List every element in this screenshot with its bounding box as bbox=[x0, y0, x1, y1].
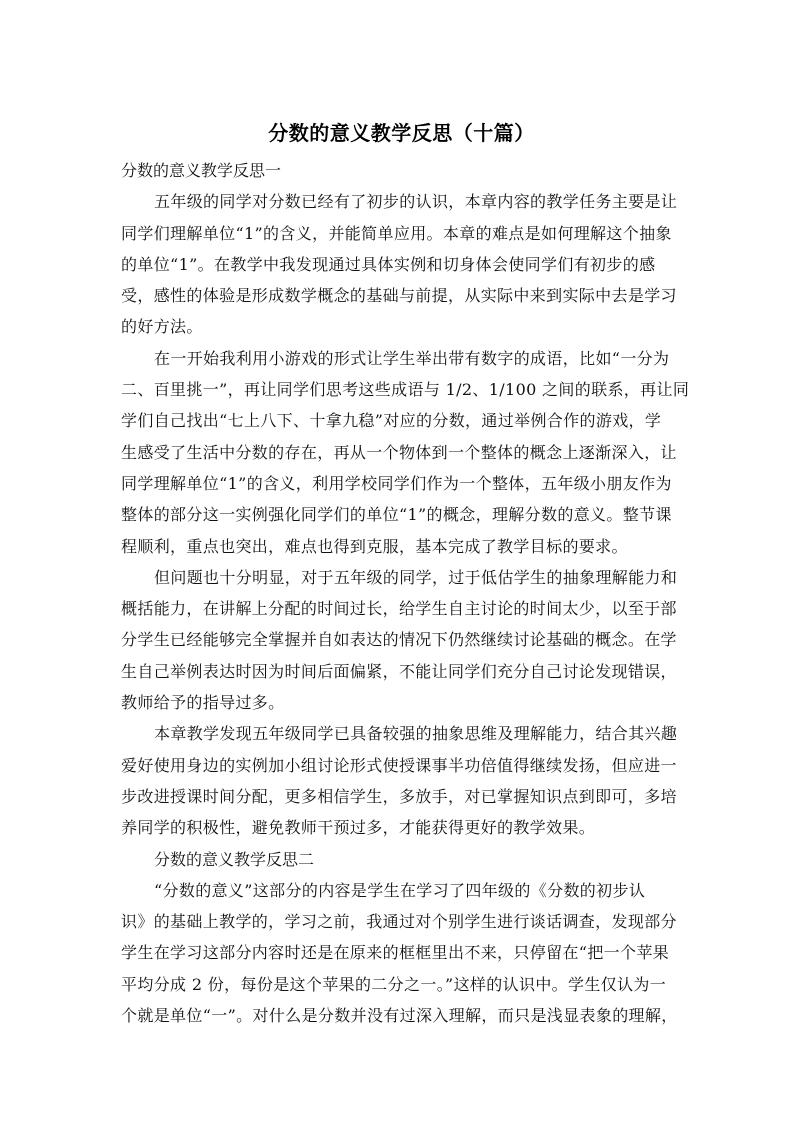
section-heading: 分数的意义教学反思一 bbox=[121, 161, 282, 180]
text-line: 但问题也十分明显，对于五年级的同学，过于低估学生的抽象理解能力和 bbox=[154, 567, 678, 587]
text-line: 生自己举例表达时因为时间后面偏紧，不能让同学们充分自己讨论发现错误， bbox=[121, 661, 677, 681]
text-line: 分学生已经能够完全掌握并自如表达的情况下仍然继续讨论基础的概念。在学 bbox=[121, 630, 677, 650]
text-line: 五年级的同学对分数已经有了初步的认识，本章内容的教学任务主要是让 bbox=[154, 192, 678, 212]
text-line: 养同学的积极性，避免教师干预过多，才能获得更好的教学效果。 bbox=[121, 818, 596, 838]
text-line: 整体的部分这一实例强化同学们的单位“1”的概念，理解分数的意义。整节课 bbox=[121, 505, 672, 525]
text-line: 同学理解单位“1”的含义，利用学校同学们作为一个整体，五年级小朋友作为 bbox=[121, 473, 672, 493]
paragraph bbox=[121, 875, 682, 1031]
text-line: 二、百里挑一”，再让同学们思考这些成语与 1/2、1/100 之间的联系，再让同 bbox=[121, 380, 690, 400]
text-line: 识》的基础上教学的，学习之前，我通过对个别学生进行谈话调查，发现部分 bbox=[121, 912, 677, 932]
text-line: 学生在学习这部分内容时还是在原来的框框里出不来，只停留在“把一个苹果 bbox=[121, 943, 670, 963]
document-title: 分数的意义教学反思（十篇） bbox=[268, 121, 535, 145]
text-line: 学们自己找出“七上八下、十拿九稳”对应的分数，通过举例合作的游戏，学 bbox=[121, 411, 662, 431]
text-line: 步改进授课时间分配，更多相信学生，多放手，对已掌握知识点到即可，多培 bbox=[121, 786, 677, 806]
text-line: 程顺利，重点也突出，难点也得到克服，基本完成了教学目标的要求。 bbox=[121, 536, 628, 556]
text-line: 生感受了生活中分数的存在，再从一个物体到一个整体的概念上逐渐深入，让 bbox=[121, 442, 677, 462]
text-line: 在一开始我利用小游戏的形式让学生举出带有数字的成语，比如“一分为 bbox=[154, 348, 670, 368]
text-line: 教师给予的指导过多。 bbox=[121, 693, 285, 713]
section-1 bbox=[121, 155, 690, 844]
text-line: 的好方法。 bbox=[121, 317, 203, 337]
text-line: “分数的意义”这部分的内容是学生在学习了四年级的《分数的初步认 bbox=[154, 880, 646, 900]
paragraph bbox=[121, 562, 682, 718]
text-line: 平均分成 2 份，每份是这个苹果的二分之一。”这样的认识中。学生仅认为一 bbox=[121, 974, 667, 994]
section-2 bbox=[121, 844, 682, 1032]
paragraph bbox=[121, 186, 682, 342]
text-line: 的单位“1”。在教学中我发现通过具体实例和切身体会使同学们有初步的感 bbox=[121, 254, 656, 274]
text-line: 本章教学发现五年级同学已具备较强的抽象思维及理解能力，结合其兴趣 bbox=[154, 724, 678, 744]
text-line: 个就是单位“一”。对什么是分数并没有过深入理解，而只是浅显表象的理解， bbox=[121, 1006, 678, 1026]
text-line: 同学们理解单位“1”的含义，并能简单应用。本章的难点是如何理解这个抽象 bbox=[121, 223, 672, 243]
paragraph bbox=[121, 343, 690, 562]
text-line: 受，感性的体验是形成数学概念的基础与前提，从实际中来到实际中去是学习 bbox=[121, 286, 677, 306]
text-line: 爱好使用身边的实例加小组讨论形式使授课事半功倍值得继续发扬，但应进一 bbox=[121, 755, 677, 775]
section-heading: 分数的意义教学反思二 bbox=[154, 849, 315, 869]
text-line: 概括能力，在讲解上分配的时间过长，给学生自主讨论的时间太少，以至于部 bbox=[121, 599, 677, 619]
paragraph bbox=[121, 718, 682, 843]
